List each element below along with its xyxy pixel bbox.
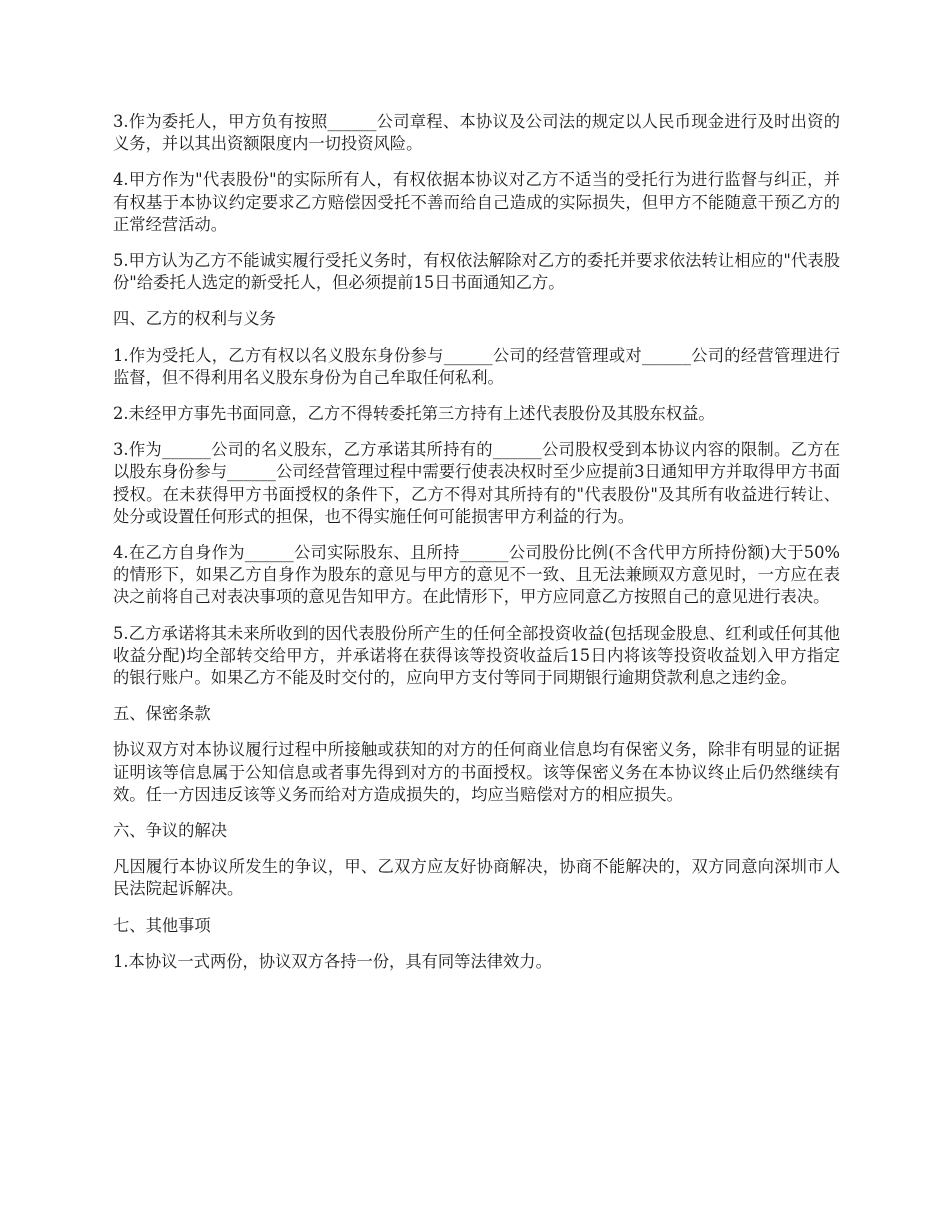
clause-paragraph: 3.作为______公司的名义股东，乙方承诺其所持有的______公司股权受到本协议内容的限制。乙方在以股东身份参与______公司经营管理过程中需要行使表决权时至少应提前3日通知甲方并取得甲方书面授权。在未获得甲方书面授权的条件下，乙方不得对其所持有的"代表股份"及其所有收益进行转让、处分或设置任何形式的担保，也不得实施任何可能损害甲方利益的行为。 xyxy=(113,440,840,526)
clause-paragraph: 4.甲方作为"代表股份"的实际所有人，有权依据本协议对乙方不适当的受托行为进行监督与纠正，并有权基于本协议约定要求乙方赔偿因受托不善而给自己造成的实际损失，但甲方不能随意干预乙方的正常经营活动。 xyxy=(113,170,840,234)
section-heading: 四、乙方的权利与义务 xyxy=(113,309,276,329)
clause-paragraph: 5.乙方承诺将其未来所收到的因代表股份所产生的任何全部投资收益(包括现金股息、红利或任何其他收益分配)均全部转交给甲方，并承诺将在获得该等投资收益后15日内将该等投资收益划入甲方指定的银行账户。如果乙方不能及时交付的，应向甲方支付等同于同期银行逾期贷款利息之违约金。 xyxy=(113,623,840,688)
clause-paragraph: 1.本协议一式两份，协议双方各持一份，具有同等法律效力。 xyxy=(113,951,552,971)
clause-paragraph: 协议双方对本协议履行过程中所接触或获知的对方的任何商业信息均有保密义务，除非有明显的证据证明该等信息属于公知信息或者事先得到对方的书面授权。该等保密义务在本协议终止后仍然继续有效。任一方因违反该等义务而给对方造成损失的，均应当赔偿对方的相应损失。 xyxy=(113,740,840,804)
section-heading: 七、其他事项 xyxy=(113,915,211,935)
clause-paragraph: 5.甲方认为乙方不能诚实履行受托义务时，有权依法解除对乙方的委托并要求依法转让相应的"代表股份"给委托人选定的新受托人，但必须提前15日书面通知乙方。 xyxy=(113,251,840,293)
clause-paragraph: 2.未经甲方事先书面同意，乙方不得转委托第三方持有上述代表股份及其股东权益。 xyxy=(113,404,715,424)
clause-paragraph: 3.作为委托人，甲方负有按照______公司章程、本协议及公司法的规定以人民币现金进行及时出资的义务，并以其出资额限度内一切投资风险。 xyxy=(113,112,840,154)
section-heading: 五、保密条款 xyxy=(113,704,211,724)
clause-paragraph: 凡因履行本协议所发生的争议，甲、乙双方应友好协商解决，协商不能解决的，双方同意向深圳市人民法院起诉解决。 xyxy=(113,857,840,899)
clause-paragraph: 4.在乙方自身作为______公司实际股东、且所持______公司股份比例(不含代甲方所持份额)大于50%的情形下，如果乙方自身作为股东的意见与甲方的意见不一致、且无法兼顾双方意见时，一方应在表决之前将自己对表决事项的意见告知甲方。在此情形下，甲方应同意乙方按照自己的意见进行表决。 xyxy=(113,543,840,607)
section-heading: 六、争议的解决 xyxy=(113,821,227,841)
clause-paragraph: 1.作为受托人，乙方有权以名义股东身份参与______公司的经营管理或对______公司的经营管理进行监督，但不得利用名义股东身份为自己牟取任何私利。 xyxy=(113,345,840,387)
document-body xyxy=(113,111,840,987)
